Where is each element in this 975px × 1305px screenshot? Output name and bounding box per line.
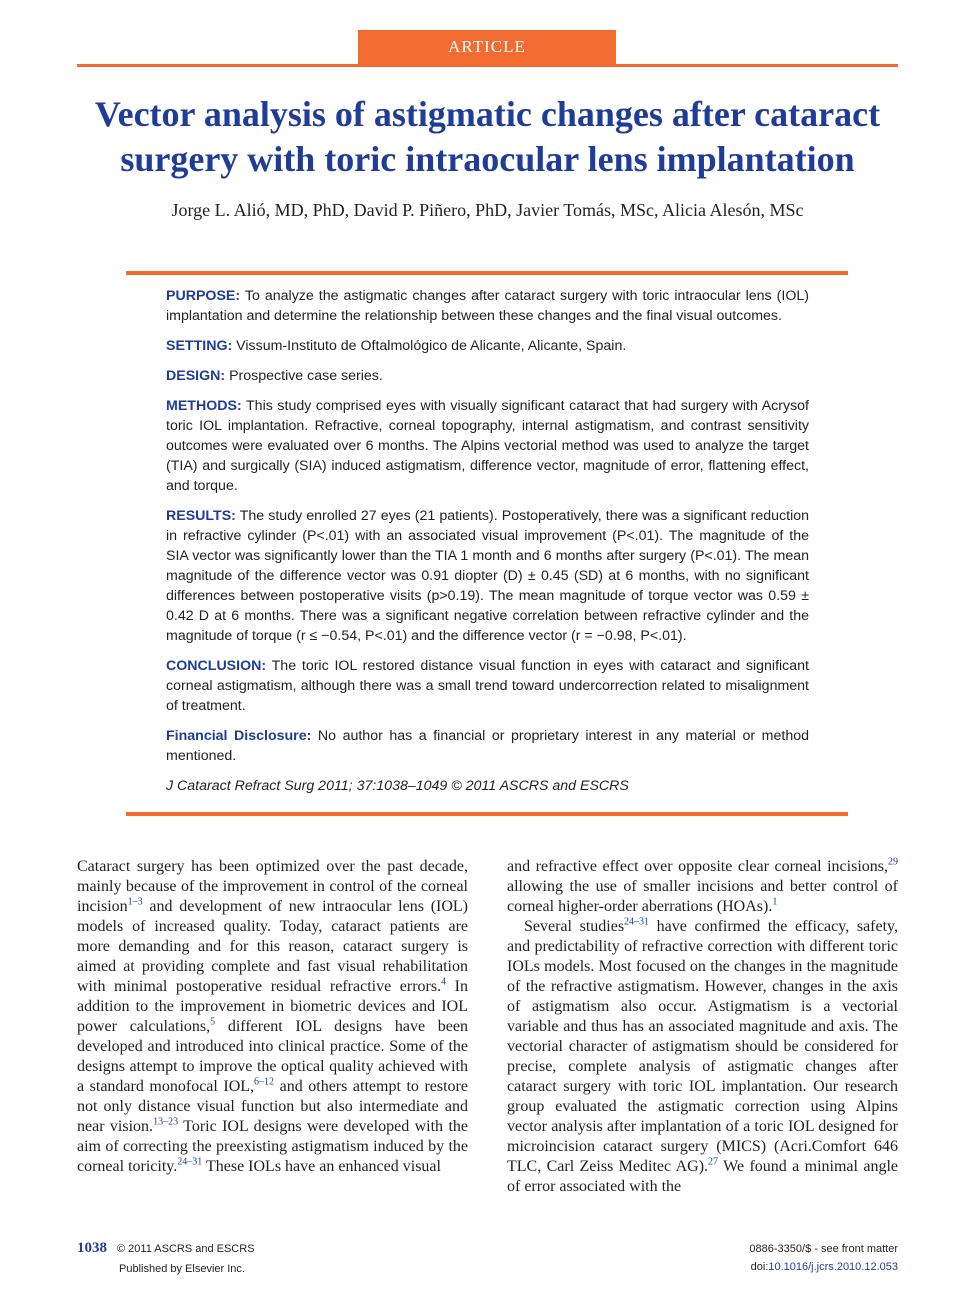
reference-link[interactable]: 1–3 xyxy=(127,896,143,908)
abstract-setting xyxy=(166,336,809,356)
body-text: Cataract surgery has been optimized over the past decade, mainly because of the improvement in control of the corneal incision xyxy=(77,858,468,915)
purpose-text: To analyze the astigmatic changes after cataract surgery with toric intraocular lens (IOL) implantation and determine the relationship between these changes and the final visual outcomes. xyxy=(166,288,809,324)
footer-right xyxy=(749,1240,898,1276)
results-label: RESULTS: xyxy=(166,508,236,524)
page-number: 1038 xyxy=(77,1240,107,1256)
article-section-tag: ARTICLE xyxy=(358,30,616,64)
abstract-purpose xyxy=(166,286,809,326)
disclosure-label: Financial Disclosure: xyxy=(166,728,312,744)
doi-link[interactable]: 10.1016/j.jcrs.2010.12.053 xyxy=(768,1261,898,1273)
body-text: Several studies xyxy=(524,918,625,935)
footer-left xyxy=(77,1238,255,1279)
reference-link[interactable]: 5 xyxy=(210,1016,216,1028)
body-column-right xyxy=(507,857,898,1197)
reference-link[interactable]: 29 xyxy=(888,856,898,868)
journal-citation: J Cataract Refract Surg 2011; 37:1038–1049 © 2011 ASCRS and ESCRS xyxy=(166,778,629,794)
header-divider xyxy=(77,64,898,67)
abstract xyxy=(166,286,809,806)
conclusion-label: CONCLUSION: xyxy=(166,658,267,674)
design-label: DESIGN: xyxy=(166,368,226,384)
reference-link[interactable]: 6–12 xyxy=(254,1076,275,1088)
methods-text: This study comprised eyes with visually significant cataract that had surgery with Acrysof toric IOL implantation. Refractive, corneal topography, internal astigmatism, and contrast sensitivity outcomes were evaluated over 6 months. The Alpins vectorial method was used to analyze the target (TIA) and surgically (SIA) induced astigmatism, difference vector, magnitude of error, flattening effect, and torque. xyxy=(166,398,809,494)
reference-link[interactable]: 24–31 xyxy=(177,1156,203,1168)
reference-link[interactable]: 4 xyxy=(441,976,447,988)
issn-text: 0886-3350/$ - see front matter xyxy=(749,1243,898,1255)
design-text: Prospective case series. xyxy=(229,368,383,384)
body-text: different IOL designs have been developed and introduced into clinical practice. Some of the designs attempt to improve the optical quality achieved with a standard monofocal IOL, xyxy=(77,1018,468,1095)
abstract-bottom-rule xyxy=(126,812,848,816)
intro-paragraph xyxy=(77,857,468,1177)
abstract-results xyxy=(166,506,809,646)
abstract-design xyxy=(166,366,809,386)
body-text: Toric IOL designs were developed with the aim of correcting the preexisting astigmatism induced by the corneal toricity. xyxy=(77,1118,468,1175)
body-text: and refractive effect over opposite clear corneal incisions, xyxy=(507,858,888,875)
body-text: and development of new intraocular lens (IOL) models of increased quality. Today, cataract patients are more demanding and for this reason, cataract surgery is aimed at providing complete and fast visual rehabilitation with minimal postoperative residual refractive errors. xyxy=(77,898,468,995)
purpose-label: PURPOSE: xyxy=(166,288,241,304)
disclosure-text: No author has a financial or proprietary interest in any material or method mentioned. xyxy=(166,728,809,764)
abstract-disclosure xyxy=(166,726,809,766)
setting-text: Vissum-Instituto de Oftalmológico de Alicante, Alicante, Spain. xyxy=(236,338,627,354)
body-text: These IOLs have an enhanced visual xyxy=(202,1158,441,1175)
doi-label: doi: xyxy=(750,1261,769,1273)
reference-link[interactable]: 1 xyxy=(772,896,778,908)
setting-label: SETTING: xyxy=(166,338,233,354)
author-list: Jorge L. Alió, MD, PhD, David P. Piñero, PhD, Javier Tomás, MSc, Alicia Alesón, MSc xyxy=(171,200,804,220)
reference-link[interactable]: 13–23 xyxy=(153,1116,179,1128)
abstract-top-rule xyxy=(126,271,848,275)
abstract-methods xyxy=(166,396,809,496)
publisher-text: Published by Elsevier Inc. xyxy=(119,1263,245,1275)
reference-link[interactable]: 27 xyxy=(708,1156,719,1168)
body-text: In addition to the improvement in biometric devices and IOL power calculations, xyxy=(77,978,468,1035)
results-text: The study enrolled 27 eyes (21 patients). Postoperatively, there was a significant reduction in refractive cylinder (P<.01) with an associated visual improvement (P<.01). The magnitude of the SIA vector was significantly lower than the TIA 1 month and 6 months after surgery (P<.01). The mean magnitude of the difference vector was 0.91 diopter (D) ± 0.45 (SD) at 6 months, with no significant differences between postoperative visits (p>0.19). The mean magnitude of torque vector was 0.59 ± 0.42 D at 6 months. There was a significant negative correlation between refractive cylinder and the magnitude of torque (r ≤ −0.54, P<.01) and the difference vector (r = −0.98, P<.01). xyxy=(166,508,809,644)
methods-label: METHODS: xyxy=(166,398,242,414)
second-paragraph xyxy=(507,917,898,1197)
reference-link[interactable]: 24–31 xyxy=(624,916,650,928)
copyright-text: © 2011 ASCRS and ESCRS xyxy=(117,1243,255,1255)
body-text: have confirmed the efficacy, safety, and predictability of refractive correction with different toric IOLs models. Most focused on the changes in the magnitude of the refractive astigmatism. However, changes in the axis of astigmatism also occur. Astigmatism is a vectorial variable and thus has an associated magnitude and axis. The vectorial character of astigmatism should be considered for precise, complete analysis of astigmatic changes after cataract surgery with toric IOL implantation. Our research group evaluated the astigmatic correction using Alpins vector analysis after implantation of a toric IOL designed for microincision cataract surgery (MICS) (Acri.Comfort 646 TLC, Carl Zeiss Meditec AG). xyxy=(507,918,899,1175)
article-title: Vector analysis of astigmatic changes after cataract surgery with toric intraocular lens implantation xyxy=(94,94,881,179)
abstract-conclusion xyxy=(166,656,809,716)
conclusion-text: The toric IOL restored distance visual function in eyes with cataract and significant corneal astigmatism, although there was a small trend toward undercorrection related to misalignment of treatment. xyxy=(166,658,809,714)
body-text: and others attempt to restore not only distance visual function but also intermediate and near vision. xyxy=(77,1078,468,1135)
body-text: allowing the use of smaller incisions and better control of corneal higher-order aberrations (HOAs). xyxy=(507,878,898,915)
body-column-left xyxy=(77,857,468,1177)
doi-line xyxy=(749,1258,898,1276)
body-text: We found a minimal angle of error associated with the xyxy=(507,1158,898,1195)
intro-paragraph-continued xyxy=(507,857,898,917)
